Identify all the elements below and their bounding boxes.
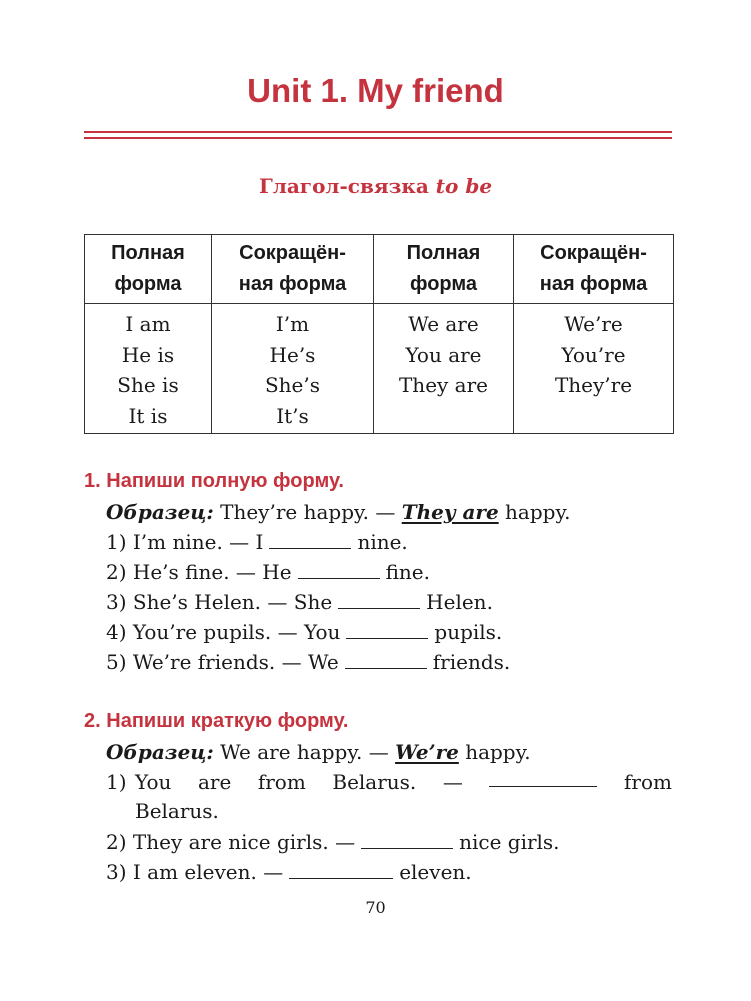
table-cell-line: We’re bbox=[564, 312, 623, 336]
sample-answer: They are bbox=[401, 500, 499, 524]
item-number: 1) bbox=[106, 530, 127, 554]
sample-label: Образец bbox=[106, 740, 207, 764]
to-be-forms-table bbox=[84, 234, 674, 434]
answer-blank[interactable] bbox=[345, 667, 427, 669]
sample-label: Образец bbox=[106, 500, 207, 524]
subtitle-italic: to be bbox=[435, 174, 493, 198]
answer-blank[interactable] bbox=[298, 577, 380, 579]
table-cell-short-singular bbox=[212, 304, 374, 434]
item-word: — bbox=[442, 770, 463, 794]
table-header-short-form-2 bbox=[514, 235, 674, 304]
exercise-1-item bbox=[106, 619, 502, 645]
title-rule-bottom bbox=[84, 137, 672, 139]
item-text: I’m nine. — I bbox=[132, 530, 264, 554]
table-header-short-form-1 bbox=[212, 235, 374, 304]
item-text: I am eleven. — bbox=[132, 860, 284, 884]
sample-answer: We’re bbox=[395, 740, 459, 764]
table-cell-line: I am bbox=[125, 312, 171, 336]
table-cell-line: He’s bbox=[269, 342, 316, 367]
exercise-2-item-justified bbox=[135, 769, 672, 795]
page-number: 70 bbox=[365, 898, 386, 917]
exercise-instruction: Напиши полную форму. bbox=[106, 470, 344, 492]
exercise-2-item bbox=[106, 859, 472, 885]
item-text: He’s fine. — He bbox=[132, 560, 292, 584]
sample-colon: : bbox=[206, 500, 214, 524]
item-number: 3) bbox=[106, 860, 127, 884]
unit-title: Unit 1. My friend bbox=[247, 72, 504, 109]
sample-after: happy. bbox=[465, 740, 531, 764]
item-number: 2) bbox=[106, 830, 127, 854]
item-text-continuation: Belarus. bbox=[135, 799, 219, 823]
item-text-after: fine. bbox=[385, 560, 430, 584]
section-subtitle bbox=[0, 174, 751, 198]
answer-blank[interactable] bbox=[361, 847, 453, 849]
exercise-2-item-continuation bbox=[135, 798, 219, 824]
table-cell-line: It is bbox=[128, 403, 168, 428]
exercise-number: 2. bbox=[84, 710, 101, 732]
item-word: are bbox=[197, 770, 232, 794]
item-number: 2) bbox=[106, 560, 127, 584]
sample-colon: : bbox=[206, 740, 214, 764]
table-header-row bbox=[85, 235, 674, 304]
table-cell-line: I’m bbox=[275, 312, 310, 336]
table-cell-line: They’re bbox=[554, 373, 633, 397]
exercise-2-item bbox=[106, 829, 560, 855]
item-word: You bbox=[135, 770, 172, 794]
answer-blank[interactable] bbox=[269, 547, 351, 549]
item-text: She’s Helen. — She bbox=[132, 590, 333, 614]
table-cell-full-plural bbox=[374, 304, 514, 434]
exercise-1-item bbox=[106, 589, 493, 615]
answer-blank[interactable] bbox=[338, 607, 420, 609]
exercise-1-heading bbox=[84, 470, 344, 493]
item-text: They are nice girls. — bbox=[132, 830, 356, 854]
item-text: We’re friends. — We bbox=[132, 650, 339, 674]
table-cell-line: It’s bbox=[276, 403, 309, 428]
item-number: 4) bbox=[106, 620, 127, 644]
sample-text: We are happy. — bbox=[220, 740, 389, 764]
answer-blank[interactable] bbox=[346, 637, 428, 639]
table-cell-line: She is bbox=[117, 373, 179, 397]
answer-blank[interactable] bbox=[289, 877, 393, 879]
item-text-after: friends. bbox=[432, 650, 511, 674]
exercise-2-sample bbox=[106, 739, 531, 765]
item-text-after: Helen. bbox=[426, 590, 493, 614]
table-cell-line: You are bbox=[405, 342, 482, 367]
table-cell-line: He is bbox=[121, 342, 175, 367]
item-text-after: nine. bbox=[357, 530, 408, 554]
table-cell-line: They are bbox=[398, 373, 489, 397]
sample-text: They’re happy. — bbox=[220, 500, 396, 524]
header-line: форма bbox=[409, 273, 478, 295]
header-line: Сокращён- bbox=[540, 242, 647, 264]
exercise-1-item bbox=[106, 529, 408, 555]
table-cell-full-singular bbox=[85, 304, 212, 434]
header-line: Полная bbox=[111, 242, 185, 264]
exercise-2-item-number bbox=[106, 769, 127, 795]
title-rule-top bbox=[84, 131, 672, 133]
subtitle-text: Глагол-связка bbox=[258, 174, 429, 198]
item-text-after: pupils. bbox=[434, 620, 503, 644]
table-cell-line: She’s bbox=[264, 373, 321, 397]
header-line: ная форма bbox=[539, 273, 648, 295]
exercise-number: 1. bbox=[84, 470, 101, 492]
item-text-after: from bbox=[623, 770, 672, 794]
exercise-instruction: Напиши краткую форму. bbox=[106, 710, 349, 732]
header-line: ная форма bbox=[238, 273, 347, 295]
exercise-1-sample bbox=[106, 499, 570, 525]
header-line: форма bbox=[114, 273, 182, 295]
exercise-2-heading bbox=[84, 710, 349, 733]
table-cell-short-plural bbox=[514, 304, 674, 434]
item-word: Belarus. bbox=[332, 770, 417, 794]
item-number: 1) bbox=[106, 770, 127, 794]
header-line: Полная bbox=[406, 242, 481, 264]
item-text-after: eleven. bbox=[399, 860, 472, 884]
item-word: from bbox=[257, 770, 306, 794]
exercise-1-item bbox=[106, 649, 510, 675]
item-number: 5) bbox=[106, 650, 127, 674]
answer-blank[interactable] bbox=[489, 785, 597, 787]
table-header-full-form-2 bbox=[374, 235, 514, 304]
table-cell-line: We are bbox=[408, 312, 479, 336]
item-text: You’re pupils. — You bbox=[132, 620, 341, 644]
table-header-full-form-1 bbox=[85, 235, 212, 304]
header-line: Сокращён- bbox=[239, 242, 346, 264]
sample-after: happy. bbox=[505, 500, 571, 524]
table-row bbox=[85, 304, 674, 434]
exercise-1-item bbox=[106, 559, 430, 585]
item-text-after: nice girls. bbox=[459, 830, 560, 854]
item-number: 3) bbox=[106, 590, 127, 614]
table-cell-line: You’re bbox=[561, 342, 626, 367]
